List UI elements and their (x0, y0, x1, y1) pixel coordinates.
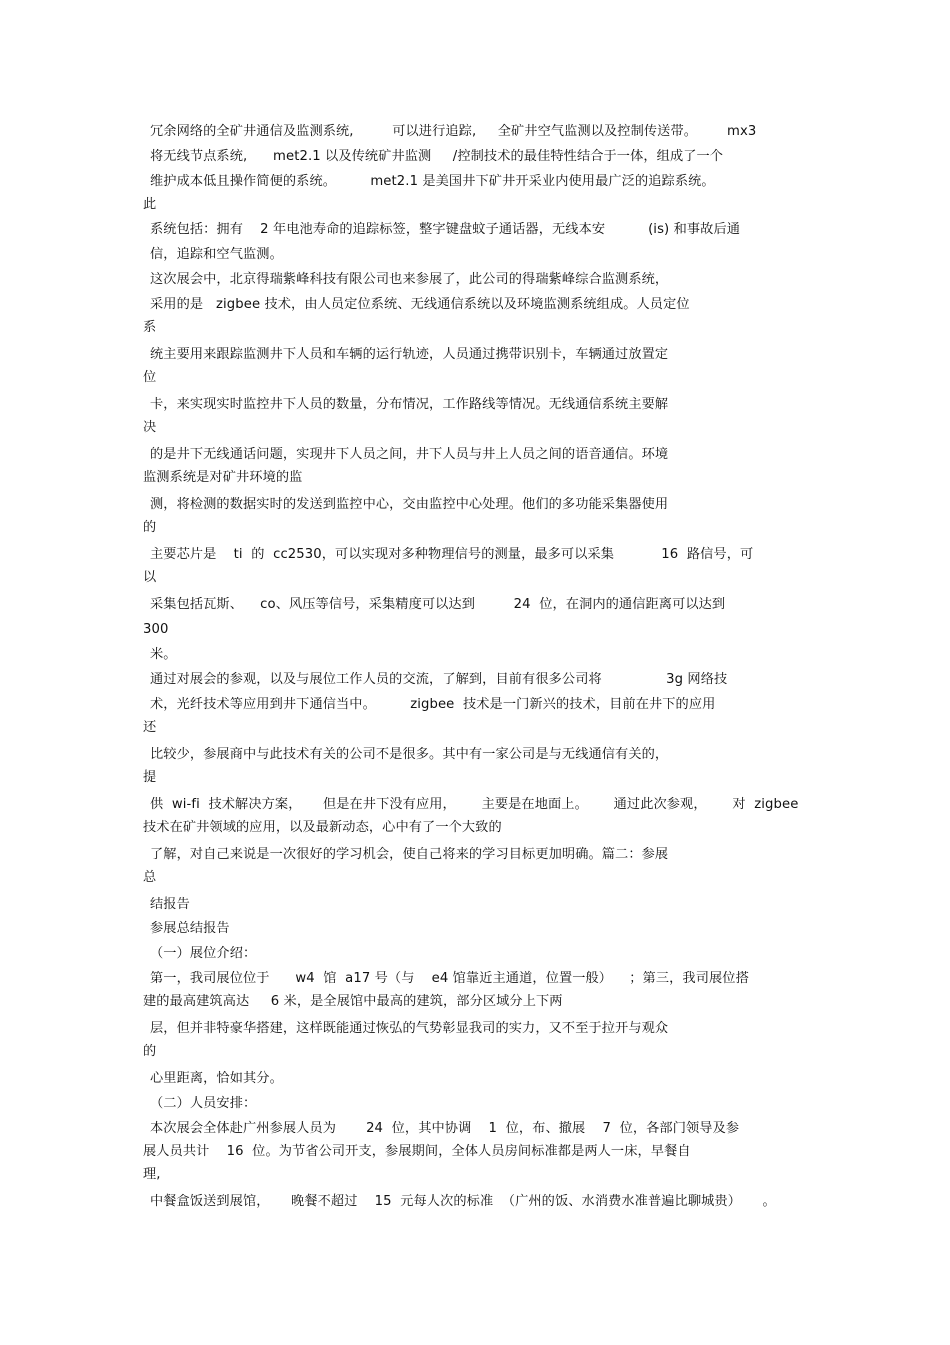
text-line: 主要芯片是 ti 的 cc2530，可以实现对多种物理信号的测量，最多可以采集 16 路信号，可 (150, 547, 754, 562)
text-line: 系 (143, 320, 157, 335)
text-line: 卡，来实现实时监控井下人员的数量，分布情况，工作路线等情况。无线通信系统主要解 (150, 397, 669, 412)
text-line: 提 (143, 770, 157, 785)
text-line: 了解，对自己来说是一次很好的学习机会，使自己将来的学习目标更加明确。篇二：参展 (150, 847, 669, 862)
text-line: 心里距离，恰如其分。 (150, 1071, 283, 1086)
text-line: 层，但并非特豪华搭建，这样既能通过恢弘的气势彰显我司的实力，又不至于拉开与观众 (150, 1021, 669, 1036)
text-line: 采用的是 zigbee 技术，由人员定位系统、无线通信系统以及环境监测系统组成。人员定位 (150, 297, 690, 312)
text-line: 第一，我司展位位于 w4 馆 a17 号（与 e4 馆靠近主通道，位置一般） ；第三，我司展位搭 (150, 971, 749, 986)
text-line: 建的最高建筑高达 6 米，是全展馆中最高的建筑，部分区域分上下两 (143, 994, 563, 1009)
text-line: 的 (143, 520, 157, 535)
text-line: 以 (143, 570, 157, 585)
text-line: 位 (143, 370, 157, 385)
text-line: 还 (143, 720, 157, 735)
text-line: 的 (143, 1044, 157, 1059)
text-line: 本次展会全体赴广州参展人员为 24 位，其中协调 1 位，布、撤展 7 位，各部门领导及参 (150, 1121, 740, 1136)
text-line: 系统包括：拥有 2 年电池寿命的追踪标签，整字键盘蚊子通话器，无线本安 (is) 和事故后通 (150, 222, 741, 237)
text-line: 决 (143, 420, 157, 435)
text-line: （二）人员安排： (150, 1096, 257, 1111)
text-line: 通过对展会的参观，以及与展位工作人员的交流，了解到，目前有很多公司将 3g 网络技 (150, 672, 728, 687)
text-line: 冗余网络的全矿井通信及监测系统, 可以进行追踪, 全矿井空气监测以及控制传送带。 mx3 (150, 124, 757, 139)
text-line: 中餐盒饭送到展馆， 晚餐不超过 15 元每人次的标准 （广州的饭、水消费水准普遍比聊城贵） 。 (150, 1194, 776, 1209)
text-line: 300 (143, 622, 169, 637)
text-line: 总 (143, 870, 157, 885)
text-line: 这次展会中，北京得瑞紫峰科技有限公司也来参展了，此公司的得瑞紫峰综合监测系统， (150, 272, 669, 287)
text-line: 统主要用来跟踪监测井下人员和车辆的运行轨迹，人员通过携带识别卡，车辆通过放置定 (150, 347, 669, 362)
text-line: 维护成本低且操作简便的系统。 met2.1 是美国井下矿井开采业内使用最广泛的追踪系统。 (150, 174, 715, 189)
text-line: （一）展位介绍： (150, 946, 257, 961)
text-line: 结报告 (150, 897, 190, 912)
text-line: 术，光纤技术等应用到井下通信当中。 zigbee 技术是一门新兴的技术，目前在井下的应用 (150, 697, 716, 712)
text-line: 此 (143, 197, 157, 212)
text-line: 比较少，参展商中与此技术有关的公司不是很多。其中有一家公司是与无线通信有关的， (150, 747, 669, 762)
text-line: 理, (143, 1167, 161, 1182)
text-line: 参展总结报告 (150, 921, 230, 936)
text-line: 测，将检测的数据实时的发送到监控中心，交由监控中心处理。他们的多功能采集器使用 (150, 497, 669, 512)
text-line: 采集包括瓦斯、 co、风压等信号，采集精度可以达到 24 位，在洞内的通信距离可以达到 (150, 597, 726, 612)
text-line: 技术在矿井领域的应用，以及最新动态，心中有了一个大致的 (143, 820, 502, 835)
text-line: 将无线节点系统, met2.1 以及传统矿井监测 /控制技术的最佳特性结合于一体，组成了一个 (150, 149, 724, 164)
text-line: 展人员共计 16 位。为节省公司开支，参展期间，全体人员房间标准都是两人一床，早餐自 (143, 1144, 691, 1159)
text-line: 米。 (150, 647, 177, 662)
text-line: 监测系统是对矿井环境的监 (143, 470, 303, 485)
text-line: 的是井下无线通话问题，实现井下人员之间，井下人员与井上人员之间的语音通信。环境 (150, 447, 669, 462)
text-line: 供 wi-fi 技术解决方案， 但是在井下没有应用， 主要是在地面上。 通过此次参观， 对 zigbee (150, 797, 799, 812)
text-line: 信，追踪和空气监测。 (150, 247, 283, 262)
